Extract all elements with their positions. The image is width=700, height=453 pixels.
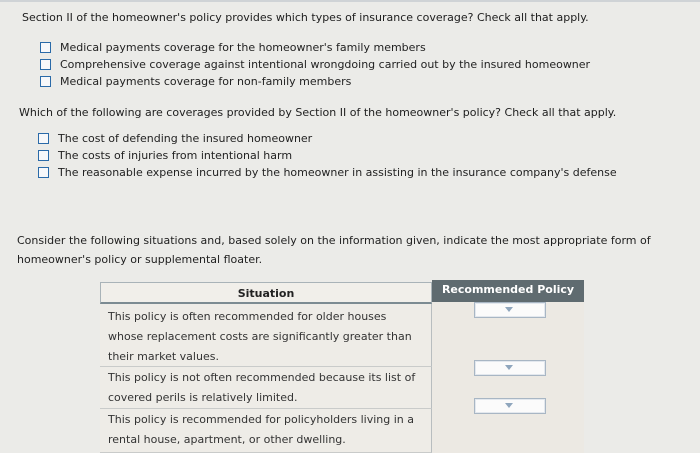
q2-option-1[interactable]	[38, 130, 617, 147]
situation-text: This policy is recommended for policyholders living in a rental house, apartment, or other dwelling.	[108, 413, 415, 446]
checkbox-icon[interactable]	[38, 133, 49, 144]
q2-option-2[interactable]	[38, 147, 617, 164]
situations-intro: Consider the following situations and, based solely on the information given, indicate the most appropriate form of homeowner's policy or supplemental floater.	[17, 234, 651, 266]
top-divider	[0, 0, 700, 2]
q2-option-1-label: The cost of defending the insured homeowner	[58, 132, 313, 145]
checkbox-icon[interactable]	[38, 150, 49, 161]
question-1-options	[40, 39, 590, 90]
checkbox-icon[interactable]	[40, 42, 51, 53]
q1-option-3[interactable]	[40, 73, 590, 90]
chevron-down-icon	[505, 365, 513, 370]
question-2-options	[38, 130, 617, 181]
q1-option-2[interactable]	[40, 56, 590, 73]
q1-option-2-label: Comprehensive coverage against intentional wrongdoing carried out by the insured homeowner	[60, 58, 591, 71]
chevron-down-icon	[505, 403, 513, 408]
policy-select-3[interactable]	[474, 398, 546, 414]
q1-option-1[interactable]	[40, 39, 590, 56]
q1-option-1-label: Medical payments coverage for the homeowner's family members	[60, 41, 426, 54]
recommended-policy-header: Recommended Policy	[432, 280, 584, 302]
policy-select-1[interactable]	[474, 302, 546, 318]
situation-text: This policy is not often recommended because its list of covered perils is relatively limited.	[108, 371, 416, 404]
q2-option-2-label: The costs of injuries from intentional harm	[58, 149, 293, 162]
q2-option-3-label: The reasonable expense incurred by the homeowner in assisting in the insurance company's defense	[58, 166, 617, 179]
table-row	[100, 367, 432, 409]
situation-text: This policy is often recommended for older houses whose replacement costs are significantly greater than their market values.	[108, 310, 412, 363]
policy-select-2[interactable]	[474, 360, 546, 376]
checkbox-icon[interactable]	[38, 167, 49, 178]
chevron-down-icon	[505, 307, 513, 312]
q1-option-3-label: Medical payments coverage for non-family members	[60, 75, 352, 88]
table-row	[100, 409, 432, 453]
table-row	[100, 304, 432, 367]
situation-header: Situation	[100, 282, 432, 304]
question-2-prompt: Which of the following are coverages provided by Section II of the homeowner's policy? Check all that apply.	[19, 106, 617, 119]
situations-table	[100, 282, 584, 453]
checkbox-icon[interactable]	[40, 76, 51, 87]
question-1-prompt: Section II of the homeowner's policy provides which types of insurance coverage? Check all that apply.	[22, 11, 589, 24]
checkbox-icon[interactable]	[40, 59, 51, 70]
q2-option-3[interactable]	[38, 164, 617, 181]
